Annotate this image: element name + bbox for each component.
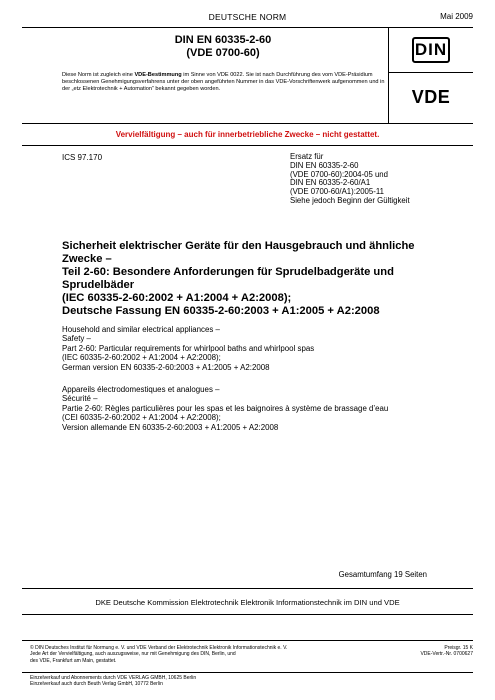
copyright-line: des VDE, Frankfurt am Main, gestattet. bbox=[30, 657, 117, 664]
note-text-end: im Sinne von VDE 0022. Sie ist nach Durchführung des vom VDE-Präsidium beschlossenen Genehmigungsverfahrens unter der oben angeführten Nummer in das VDE-Vorschriftenwerk aufgenommen und in der „etz Elektrotechnik + Automation“ bekannt gegeben worden. bbox=[62, 72, 385, 93]
english-title-line: Part 2-60: Particular requirements for whirlpool baths and whirlpool spas bbox=[62, 343, 315, 353]
din-logo-text: DIN bbox=[414, 40, 448, 59]
committee-line: DKE Deutsche Kommission Elektrotechnik Elektronik Informationstechnik im DIN und VDE bbox=[95, 598, 400, 607]
english-title-line: (IEC 60335-2-60:2002 + A1:2004 + A2:2008); bbox=[62, 353, 221, 363]
german-title bbox=[62, 240, 462, 318]
sales-info bbox=[30, 675, 196, 688]
copyright-notice bbox=[30, 645, 370, 664]
note-text-start: Diese Norm ist zugleich eine bbox=[62, 72, 135, 78]
copyright-line: Jede Art der Vervielfältigung, auch auszugsweise, nur mit Genehmigung des DIN, Berlin, und bbox=[30, 651, 236, 658]
din-logo bbox=[412, 37, 450, 63]
english-title-line: Safety – bbox=[62, 334, 91, 344]
vde-logo: VDE bbox=[411, 86, 451, 107]
publication-date: Mai 2009 bbox=[440, 12, 473, 21]
sales-line: Einzelverkauf auch durch Beuth Verlag GmbH, 10772 Berlin bbox=[30, 681, 163, 688]
ics-code: ICS 97.170 bbox=[62, 153, 103, 162]
replaces-line: (VDE 0700-60):2004-05 und bbox=[290, 169, 388, 179]
english-title-line: Household and similar electrical appliances – bbox=[62, 325, 220, 334]
reproduction-warning: Vervielfältigung – auch für innerbetriebliche Zwecke – nicht gestattet. bbox=[115, 130, 380, 139]
german-title-line: Teil 2-60: Besondere Anforderungen für Sprudelbadgeräte und bbox=[62, 266, 394, 278]
replaces-line: (VDE 0700-60/A1):2005-11 bbox=[290, 187, 384, 197]
german-title-line: Sprudelbäder bbox=[62, 279, 135, 291]
german-title-line: (IEC 60335-2-60:2002 + A1:2004 + A2:2008); bbox=[62, 292, 292, 304]
note-bold-term: VDE-Bestimmung bbox=[134, 72, 182, 78]
german-title-line: Sicherheit elektrischer Geräte für den Hausgebrauch und ähnliche bbox=[62, 240, 415, 252]
french-title-line: Sécurité – bbox=[62, 394, 98, 404]
replaces-block bbox=[290, 153, 410, 206]
header-bottom-rule bbox=[22, 123, 473, 124]
replaces-line: Ersatz für bbox=[290, 152, 324, 161]
vde-number: (VDE 0700-60) bbox=[186, 47, 260, 59]
footer-mid-rule bbox=[22, 672, 473, 673]
german-title-line: Deutsche Fassung EN 60335-2-60:2003 + A1:2005 + A2:2008 bbox=[62, 305, 380, 317]
vde-contract-number: VDE-Vertr.-Nr. 0700627 bbox=[420, 651, 473, 658]
din-logo-area bbox=[389, 28, 473, 72]
content-bottom-rule bbox=[22, 588, 473, 589]
price-group: Preisgr. 15 K bbox=[444, 645, 473, 651]
committee-bottom-rule bbox=[22, 614, 473, 615]
french-title-line: Version allemande EN 60335-2-60:2003 + A1:2005 + A2:2008 bbox=[62, 422, 279, 432]
vde-logo-area bbox=[389, 73, 473, 121]
norm-label: DEUTSCHE NORM bbox=[208, 12, 287, 22]
french-title-line: (CEI 60335-2-60:2002 + A1:2004 + A2:2008); bbox=[62, 413, 221, 423]
english-title-line: German version EN 60335-2-60:2003 + A1:2005 + A2:2008 bbox=[62, 362, 270, 372]
german-title-line: Zwecke – bbox=[62, 253, 112, 265]
warning-bottom-rule bbox=[22, 145, 473, 146]
footer-top-rule bbox=[22, 640, 473, 641]
copyright-line: © DIN Deutsches Institut für Normung e. V. und VDE Verband der Elektrotechnik Elektronik Informationstechnik e. V. bbox=[30, 645, 288, 651]
vde-note bbox=[62, 72, 387, 94]
price-info bbox=[383, 645, 473, 658]
sales-line: Einzelverkauf und Abonnements durch VDE VERLAG GMBH, 10625 Berlin bbox=[30, 675, 197, 681]
replaces-line: DIN EN 60335-2-60 bbox=[290, 160, 359, 170]
standard-number-block bbox=[58, 34, 388, 60]
standard-number: DIN EN 60335-2-60 bbox=[174, 34, 272, 46]
french-title-line: Partie 2-60: Règles particulières pour les spas et les baignoires à système de brassage d’eau bbox=[62, 403, 389, 413]
total-pages: Gesamtumfang 19 Seiten bbox=[338, 570, 427, 579]
replaces-line: DIN EN 60335-2-60/A1 bbox=[290, 178, 371, 188]
french-title bbox=[62, 385, 482, 432]
french-title-line: Appareils électrodomestiques et analogues – bbox=[62, 385, 220, 394]
english-title bbox=[62, 325, 462, 372]
replaces-line: Siehe jedoch Beginn der Gültigkeit bbox=[290, 195, 410, 205]
